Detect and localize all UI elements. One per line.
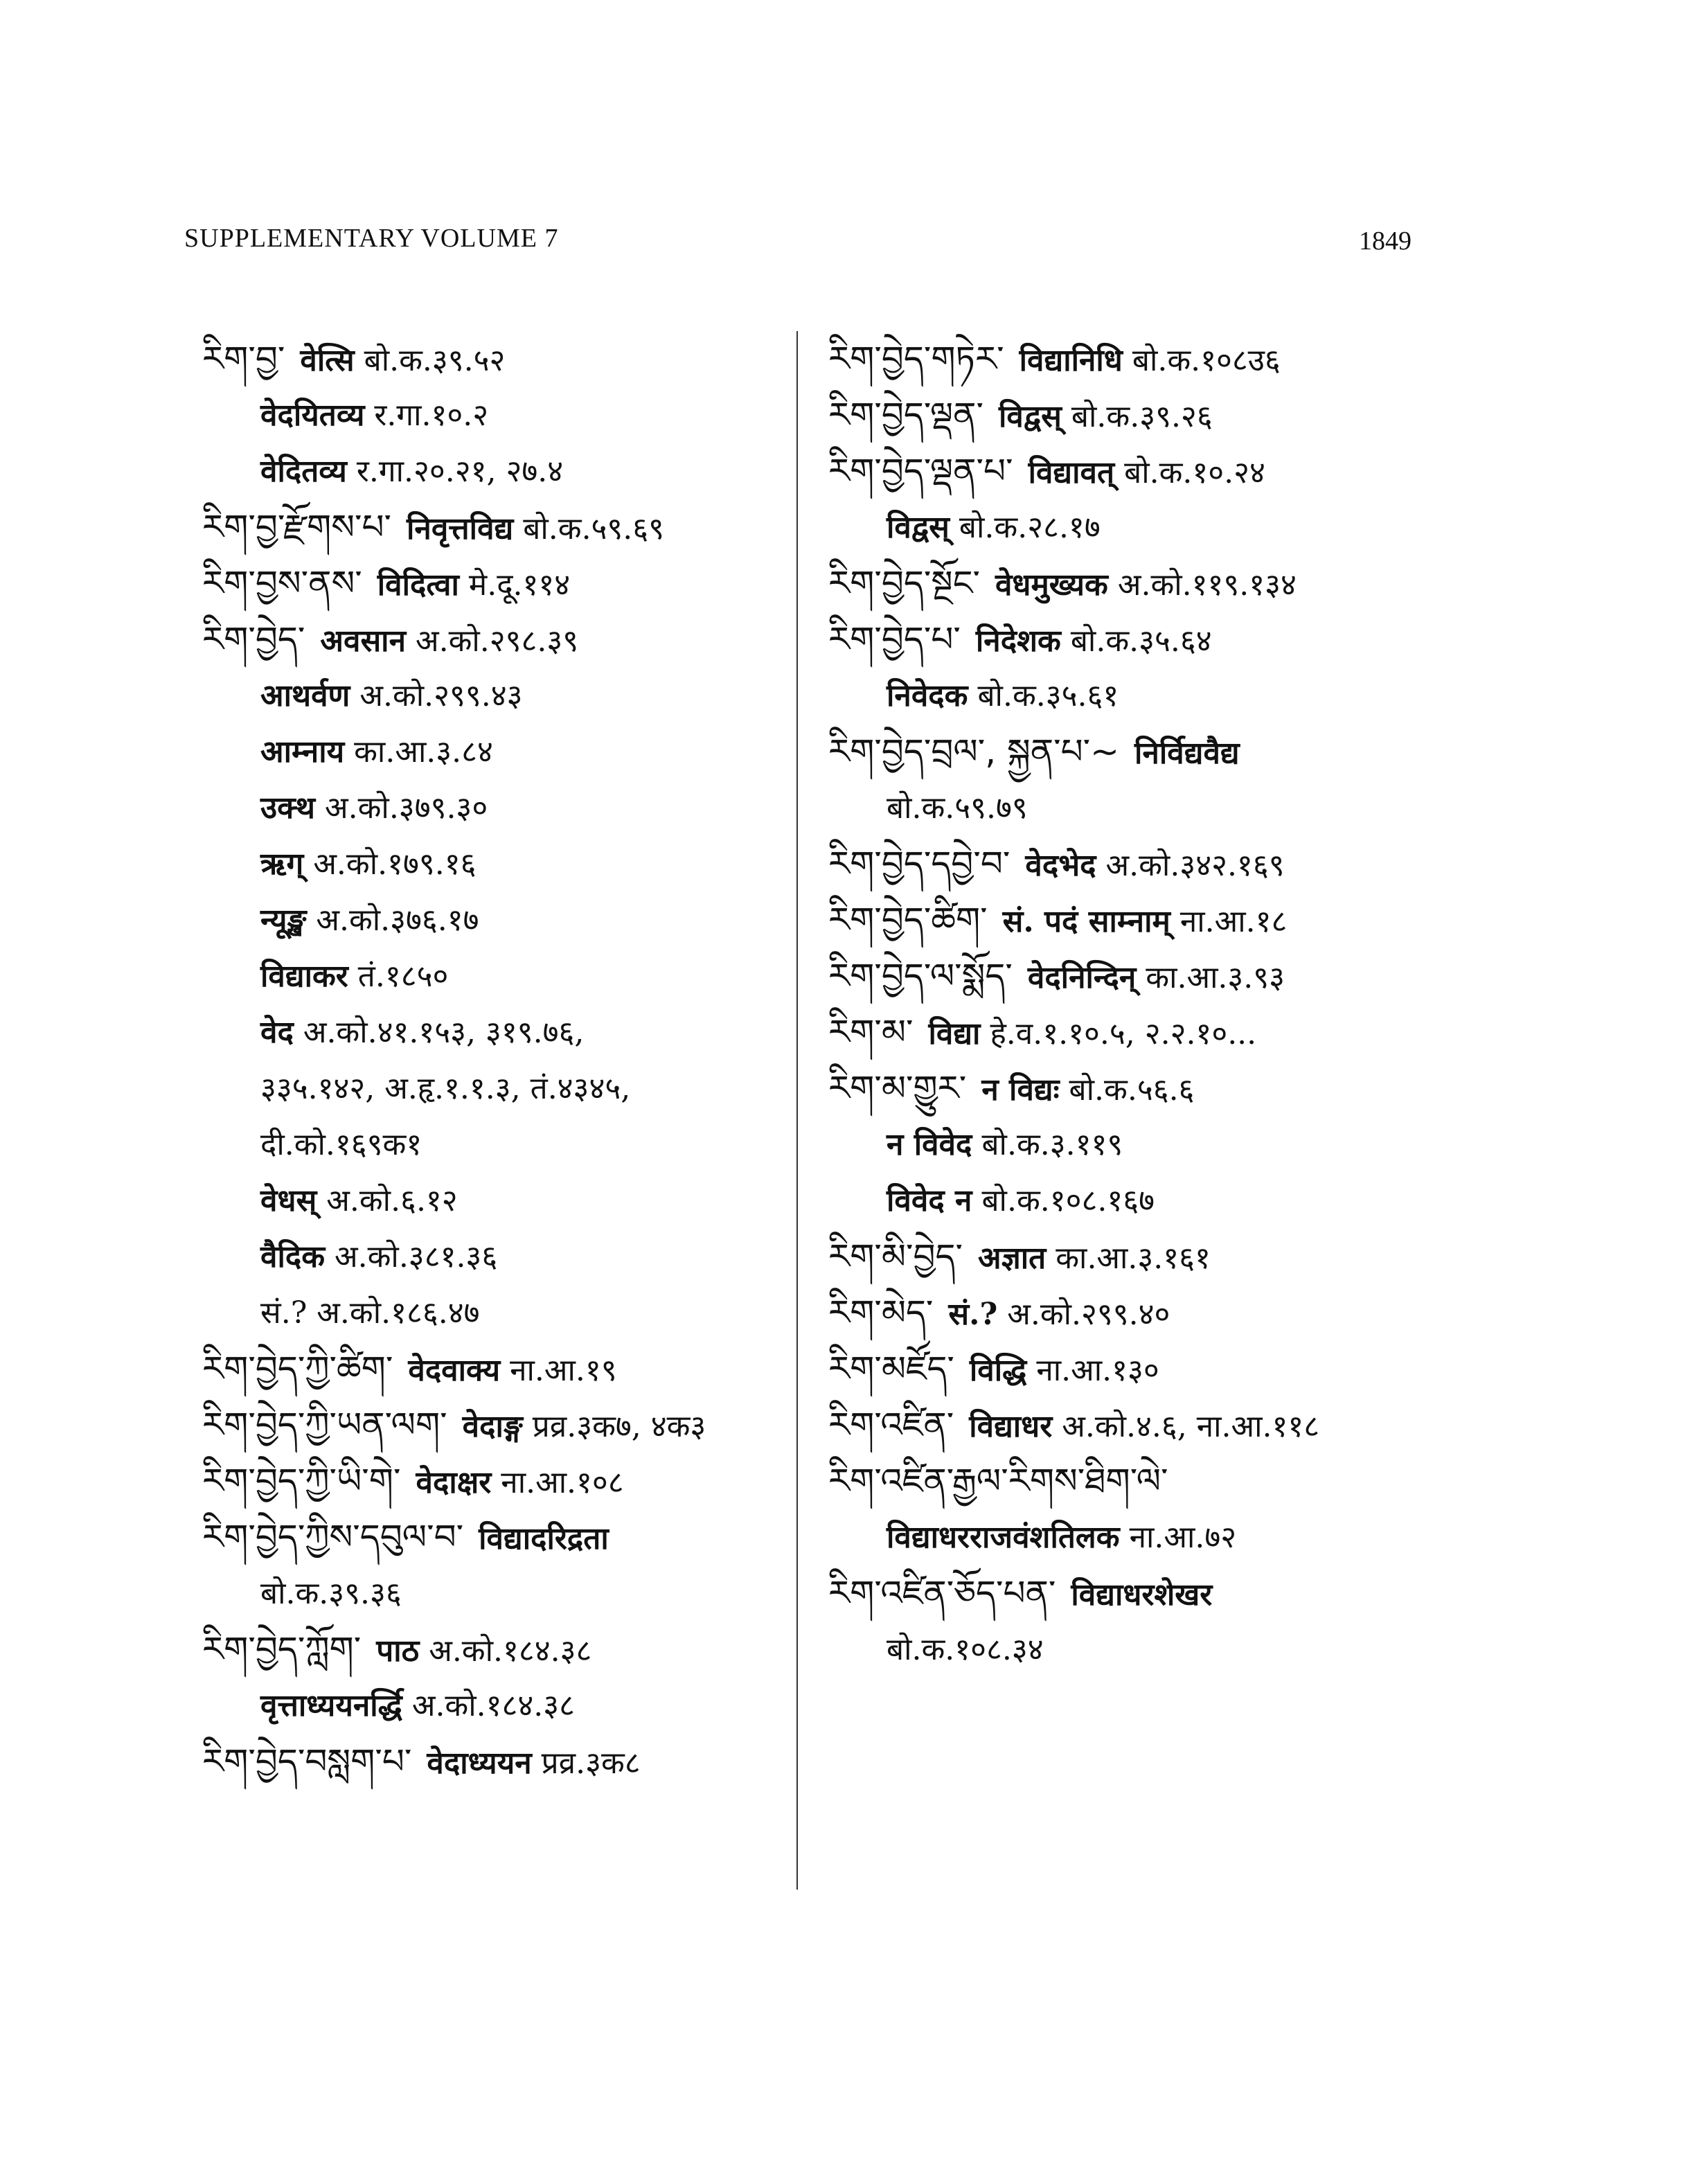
source-reference: र.गा.२०.२१, २७.४: [356, 454, 564, 489]
source-reference: अ.को.२९९.४३: [359, 678, 523, 713]
source-reference: बो.क.५६.६: [1069, 1072, 1195, 1108]
dictionary-entry-line: [202, 1565, 791, 1622]
source-reference: बो.क.२८.१७: [959, 510, 1101, 545]
sanskrit-equivalent: विद्याधर: [969, 1409, 1053, 1444]
source-reference: अ.को.१८४.३८: [411, 1688, 575, 1723]
source-reference: बो.क.१०८.१६७: [981, 1183, 1155, 1218]
dictionary-entry-line: [828, 1341, 1486, 1397]
source-reference: अ.को.६.१२: [326, 1183, 458, 1218]
sanskrit-equivalent: वेदाङ्ग: [462, 1409, 523, 1444]
source-reference: अ.को.३४२.१६९: [1105, 848, 1285, 883]
dictionary-entry-line: [202, 1453, 791, 1509]
tibetan-headword: རིག་མ་: [828, 1012, 914, 1052]
sanskrit-equivalent: वेदितव्य: [260, 454, 347, 489]
dictionary-entry-line: [202, 780, 791, 836]
sanskrit-equivalent: सं.?: [948, 1297, 998, 1332]
tibetan-headword: རིག་བྱེད་ཀློག་: [202, 1629, 362, 1669]
dictionary-entry-line: [202, 948, 791, 1004]
sanskrit-equivalent: निवेदक: [887, 678, 968, 713]
source-reference: बो.क.१०.२४: [1124, 455, 1265, 490]
sanskrit-equivalent: वेदनिन्दिन्: [1027, 960, 1137, 995]
sanskrit-equivalent: विद्धि: [969, 1353, 1027, 1388]
dictionary-entry-line: [202, 1509, 791, 1565]
dictionary-entry-line: [202, 836, 791, 892]
source-reference: बो.क.३.११९: [981, 1127, 1123, 1162]
dictionary-entry-line: [828, 1509, 1486, 1565]
sanskrit-equivalent: विदित्वा: [377, 567, 459, 603]
sanskrit-equivalent: आम्नाय: [260, 734, 345, 770]
dictionary-entry-line: [828, 948, 1486, 1004]
dictionary-entry-line: [202, 1397, 791, 1453]
source-reference: सं.? अ.को.१८६.४७: [260, 1295, 480, 1331]
dictionary-entry-line: [828, 443, 1486, 499]
tibetan-headword: རིག་འཛིན་: [828, 1405, 954, 1445]
tibetan-headword: རིག་བྱེད་གཏེར་: [828, 339, 1004, 379]
tibetan-headword: རིག་བྱེད་ཀྱིས་དབུལ་བ་: [202, 1517, 464, 1557]
sanskrit-equivalent: वैदिक: [260, 1239, 326, 1275]
dictionary-entry-line: [828, 499, 1486, 556]
source-reference: अ.को.१८४.३८: [429, 1633, 592, 1669]
sanskrit-equivalent: वेदवाक्य: [408, 1353, 501, 1388]
dictionary-entry-line: [828, 1453, 1486, 1509]
dictionary-entry-line: [202, 1622, 791, 1678]
source-reference: अ.को.३७९.३०: [325, 790, 488, 826]
sanskrit-equivalent: ऋग्: [260, 846, 304, 882]
tibetan-headword: རིག་བྱེད་བསླག་པ་: [202, 1741, 412, 1782]
sanskrit-equivalent: विद्याधरशेखर: [1071, 1577, 1213, 1613]
sanskrit-equivalent: अवसान: [320, 623, 406, 659]
tibetan-headword: རིག་བྱེད་ཀྱི་ཡི་གེ་: [202, 1461, 401, 1501]
tibetan-headword: རིག་མཛོད་: [828, 1349, 954, 1389]
tibetan-headword: རིག་བྱེད་བྲལ་, སྐྱན་པ་~: [828, 731, 1120, 772]
source-reference: का.आ.३.१६१: [1056, 1241, 1211, 1276]
dictionary-entry-line: [202, 556, 791, 612]
dictionary-entry-line: [202, 387, 791, 443]
source-reference: का.आ.३.९३: [1146, 960, 1285, 995]
source-reference: बो.क.१०८.३४: [887, 1632, 1044, 1667]
dictionary-entry-line: [202, 1173, 791, 1229]
dictionary-entry-line: [828, 1229, 1486, 1285]
tibetan-headword: རིག་འཛིན་ཅོད་པན་: [828, 1573, 1056, 1613]
dictionary-entry-line: [202, 443, 791, 499]
column-divider: [796, 331, 798, 1890]
dictionary-entry-line: [202, 892, 791, 948]
source-reference: दी.को.१६९क१: [260, 1127, 422, 1162]
tibetan-headword: རིག་བྱེད་ལྡན་: [828, 395, 983, 435]
tibetan-headword: རིག་བྱ་རྫོགས་པ་: [202, 507, 391, 547]
source-reference: हे.व.१.१०.५, २.२.१०...: [990, 1016, 1257, 1051]
sanskrit-equivalent: विद्वस्: [887, 510, 950, 545]
dictionary-entry-line: [202, 499, 791, 556]
sanskrit-equivalent: वेदाध्ययन: [427, 1746, 532, 1781]
tibetan-headword: རིག་བྱེད་ཀྱི་ཚིག་: [202, 1349, 393, 1389]
source-reference: मे.दू.११४: [468, 567, 571, 603]
tibetan-headword: རིག་བྱས་ནས་: [202, 563, 362, 603]
source-reference: का.आ.३.८४: [354, 734, 493, 770]
sanskrit-equivalent: विद्यानिधि: [1019, 343, 1123, 378]
source-reference: प्रव्र.३क८: [541, 1746, 641, 1781]
dictionary-entry-line: [202, 668, 791, 724]
source-reference: ना.आ.१८: [1179, 904, 1288, 939]
dictionary-entry-line: [828, 1565, 1486, 1622]
source-reference: अ.को.४.६, ना.आ.११८: [1062, 1409, 1320, 1444]
dictionary-entry-line: [828, 1285, 1486, 1341]
source-reference: अ.को.३७६.१७: [316, 903, 479, 938]
dictionary-entry-line: [828, 331, 1486, 387]
sanskrit-equivalent: वेदयितव्य: [260, 398, 365, 433]
sanskrit-equivalent: न विद्यः: [981, 1072, 1060, 1108]
tibetan-headword: རིག་བྱེད་: [202, 619, 305, 659]
source-reference: अ.को.२९८.३९: [416, 623, 579, 659]
sanskrit-equivalent: अज्ञात: [977, 1241, 1047, 1276]
source-reference: ना.आ.१९: [510, 1353, 617, 1388]
source-reference: प्रव्र.३क७, ४क३: [532, 1409, 706, 1444]
tibetan-headword: རིག་བྱེད་ཀྱི་ཡན་ལག་: [202, 1405, 447, 1445]
sanskrit-equivalent: सं. पदं साम्नाम्: [1002, 904, 1170, 939]
dictionary-entry-line: [828, 1173, 1486, 1229]
tibetan-headword: རིག་བྱེད་སྔོང་: [828, 563, 980, 603]
sanskrit-equivalent: विद्यादरिद्रता: [479, 1521, 609, 1556]
source-reference: अ.को.३८१.३६: [335, 1239, 498, 1275]
sanskrit-equivalent: पाठ: [376, 1633, 420, 1669]
tibetan-headword: རིག་བྱེད་ལ་སྨོད་: [828, 956, 1013, 996]
dictionary-entry-line: [828, 668, 1486, 724]
source-reference: अ.को.४१.१५३, ३१९.७६,: [303, 1015, 585, 1050]
sanskrit-equivalent: न विवेद: [887, 1127, 972, 1162]
tibetan-headword: རིག་མེད་: [828, 1293, 934, 1333]
source-reference: बो.क.५९.७९: [887, 790, 1028, 826]
source-reference: तं.१८५०: [357, 959, 449, 994]
dictionary-entry-line: [828, 1060, 1486, 1117]
right-column: [828, 331, 1486, 1678]
source-reference: बो.क.३९.५२: [364, 343, 506, 378]
source-reference: ना.आ.१३०: [1036, 1353, 1159, 1388]
dictionary-entry-line: [202, 724, 791, 780]
sanskrit-equivalent: विद्याकर: [260, 959, 348, 994]
source-reference: बो.क.३९.३६: [260, 1576, 402, 1611]
tibetan-headword: རིག་བྱེད་དབྱེ་བ་: [828, 844, 1010, 884]
source-reference: ना.आ.१०८: [501, 1465, 624, 1500]
sanskrit-equivalent: वेधस्: [260, 1183, 317, 1218]
dictionary-entry-line: [202, 1341, 791, 1397]
tibetan-headword: རིག་བྱ་: [202, 339, 285, 379]
source-reference: र.गा.१०.२: [374, 398, 489, 433]
sanskrit-equivalent: विवेद न: [887, 1183, 972, 1218]
tibetan-headword: རིག་བྱེད་ཚིག་: [828, 900, 988, 940]
sanskrit-equivalent: विद्यावत्: [1028, 455, 1115, 490]
sanskrit-equivalent: वेदभेद: [1025, 848, 1096, 883]
source-reference: बो.क.१०८उ६: [1132, 343, 1281, 378]
sanskrit-equivalent: वेधमुख्यक: [995, 567, 1108, 603]
dictionary-entry-line: [828, 1004, 1486, 1060]
dictionary-entry-line: [828, 612, 1486, 668]
source-reference: बो.क.५९.६९: [523, 511, 665, 547]
sanskrit-equivalent: निदेशक: [975, 623, 1061, 659]
sanskrit-equivalent: वेत्सि: [300, 343, 355, 378]
dictionary-entry-line: [202, 1285, 791, 1341]
dictionary-entry-line: [202, 331, 791, 387]
sanskrit-equivalent: आथर्वण: [260, 678, 350, 713]
dictionary-entry-line: [828, 1397, 1486, 1453]
source-reference: अ.को.२९९.४०: [1007, 1297, 1170, 1332]
source-reference: ना.आ.७२: [1129, 1520, 1237, 1555]
source-reference: बो.क.३५.६१: [977, 678, 1119, 713]
dictionary-entry-line: [202, 1004, 791, 1060]
tibetan-headword: རིག་མ་གྱུར་: [828, 1068, 967, 1108]
dictionary-entry-line: [202, 1229, 791, 1285]
source-reference: बो.क.३५.६४: [1070, 623, 1212, 659]
dictionary-entry-line: [828, 1622, 1486, 1678]
running-title: SUPPLEMENTARY VOLUME 7: [184, 224, 559, 253]
sanskrit-equivalent: विद्याधरराजवंशतिलक: [887, 1520, 1120, 1555]
page-number: 1849: [1359, 227, 1411, 256]
dictionary-entry-line: [202, 612, 791, 668]
source-reference: अ.को.१७९.१६: [313, 846, 477, 882]
dictionary-entry-line: [828, 387, 1486, 443]
sanskrit-equivalent: निवृत्तविद्य: [407, 511, 514, 547]
source-reference: बो.क.३९.२६: [1071, 399, 1213, 434]
tibetan-headword: རིག་བྱེད་ལྡན་པ་: [828, 451, 1013, 491]
source-reference: अ.को.११९.१३४: [1117, 567, 1297, 603]
dictionary-entry-line: [202, 1678, 791, 1734]
dictionary-entry-line: [828, 724, 1486, 780]
dictionary-entry-line: [828, 1117, 1486, 1173]
source-reference: ३३५.१४२, अ.हृ.१.१.३, तं.४३४५,: [260, 1071, 631, 1106]
sanskrit-equivalent: विद्या: [928, 1016, 981, 1051]
sanskrit-equivalent: विद्वस्: [999, 399, 1062, 434]
dictionary-entry-line: [828, 836, 1486, 892]
dictionary-entry-line: [202, 1734, 791, 1790]
dictionary-entry-line: [202, 1060, 791, 1117]
sanskrit-equivalent: वेदाक्षर: [416, 1465, 492, 1500]
dictionary-entry-line: [828, 780, 1486, 836]
tibetan-headword: རིག་འཛིན་རྒྱལ་རིགས་ཐིག་ལེ་: [828, 1461, 1168, 1501]
sanskrit-equivalent: वेद: [260, 1015, 294, 1050]
tibetan-headword: རིག་མི་བྱེད་: [828, 1236, 963, 1277]
sanskrit-equivalent: निर्विद्यवैद्य: [1134, 736, 1240, 771]
left-column: [202, 331, 791, 1790]
dictionary-entry-line: [828, 892, 1486, 948]
dictionary-entry-line: [202, 1117, 791, 1173]
tibetan-headword: རིག་བྱེད་པ་: [828, 619, 961, 659]
sanskrit-equivalent: न्यूङ्ख: [260, 903, 307, 938]
sanskrit-equivalent: वृत्ताध्ययनर्द्धि: [260, 1688, 402, 1723]
dictionary-entry-line: [828, 556, 1486, 612]
sanskrit-equivalent: उक्थ: [260, 790, 316, 826]
